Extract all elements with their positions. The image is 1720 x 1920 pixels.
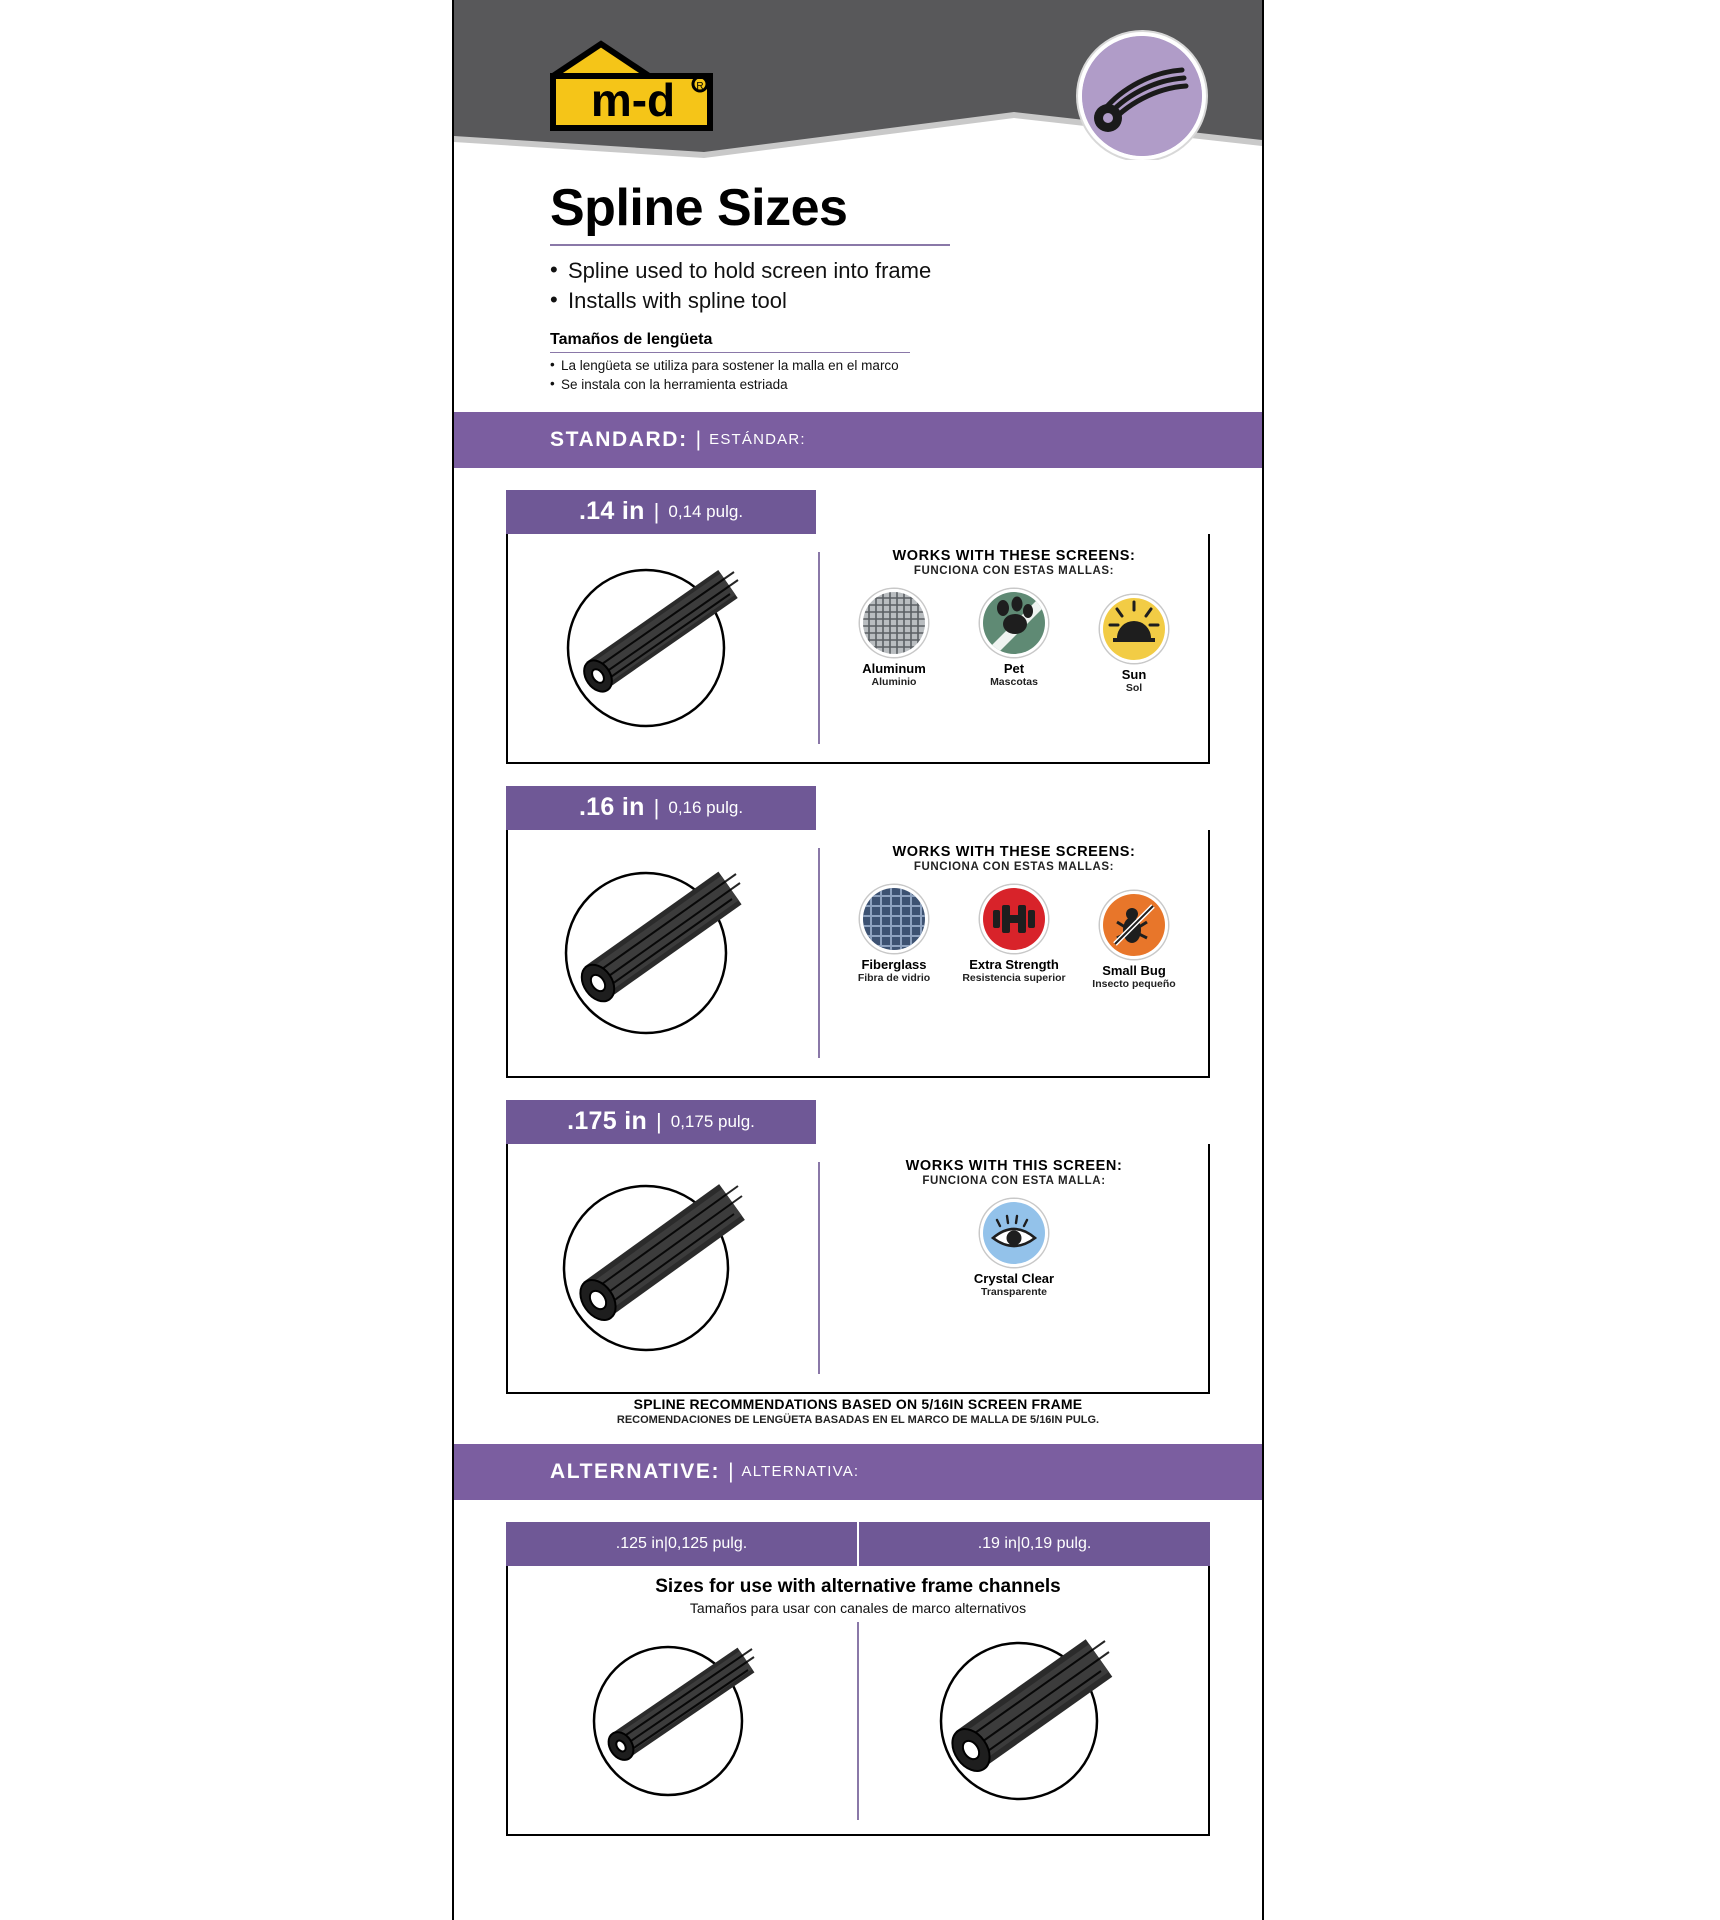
- works-with-title-175: WORKS WITH THIS SCREEN:: [905, 1157, 1123, 1174]
- spline-image-14: [508, 534, 818, 762]
- size-tab-125-value: .125 in: [615, 1534, 664, 1552]
- standard-section-banner: [454, 412, 1262, 468]
- product-badge: [1078, 32, 1206, 160]
- bullet-en-1: • Spline used to hold screen into frame: [550, 256, 1202, 286]
- alternative-caption-es: Tamaños para usar con canales de marco alternativos: [689, 1599, 1027, 1616]
- size-card-175-head: [506, 1100, 1210, 1144]
- dumbbell-glyph: [983, 888, 1045, 950]
- screen-item-fiberglass: [839, 885, 949, 991]
- alternative-spline-images: [508, 1616, 1208, 1834]
- note-es: RECOMENDACIONES DE LENGÜETA BASADAS EN EL MARCO DE MALLA DE 5/16IN PULG.: [616, 1413, 1100, 1426]
- sun-icon: [1100, 595, 1168, 663]
- title-block: [454, 160, 1262, 398]
- screen-item-small-bug: [1079, 891, 1189, 991]
- alternative-body: [506, 1566, 1210, 1836]
- screens-pane-14: [820, 534, 1208, 762]
- size-tab-16-value: .16 in: [578, 793, 645, 822]
- size-tab-125: [506, 1522, 857, 1566]
- bullet-es-1: • La lengüeta se utiliza para sostener la malla en el marco: [550, 357, 1202, 375]
- eye-glyph: [983, 1202, 1045, 1264]
- size-card-16-head-filler: [816, 786, 1210, 830]
- size-tab-16: [506, 786, 816, 830]
- spline-cord-icon: [538, 548, 788, 748]
- size-card-175-body: [506, 1144, 1210, 1394]
- size-card-14-head: [506, 490, 1210, 534]
- screen-name-es-pet: Mascotas: [990, 676, 1038, 689]
- size-tab-175: [506, 1100, 816, 1144]
- works-with-title-16: WORKS WITH THESE SCREENS:: [892, 843, 1136, 860]
- alternative-label-es: ALTERNATIVA:: [741, 1463, 860, 1481]
- alternative-caption-en: Sizes for use with alternative frame channels: [655, 1575, 1061, 1597]
- size-tab-19-value-es: 0,19 pulg.: [1021, 1534, 1092, 1552]
- screens-pane-16: [820, 830, 1208, 1076]
- right-edge-line: [1262, 0, 1264, 1920]
- screen-item-crystal-clear: [959, 1199, 1069, 1299]
- screen-name-fiberglass: Fiberglass: [861, 956, 927, 972]
- screen-name-sun: Sun: [1121, 666, 1147, 682]
- screen-item-extra-strength: [959, 885, 1069, 991]
- screen-name-small-bug: Small Bug: [1102, 962, 1166, 978]
- aluminum-mesh-icon: [860, 589, 928, 657]
- size-tab-175-bar: |: [656, 1108, 662, 1134]
- fiberglass-mesh-glyph: [863, 888, 925, 950]
- eye-icon: [980, 1199, 1048, 1267]
- screens-pane-175: [820, 1144, 1208, 1392]
- alternative-label-en: ALTERNATIVE:: [550, 1459, 721, 1483]
- size-tab-19-value: .19 in: [977, 1534, 1017, 1552]
- spline-cord-icon: [538, 848, 788, 1058]
- size-card-16: [506, 786, 1210, 1078]
- feature-bullets-en: [550, 256, 1202, 315]
- screen-icons-14: [830, 589, 1198, 695]
- size-tab-14-value: .14 in: [578, 497, 645, 526]
- size-tab-16-bar: |: [653, 794, 660, 820]
- alternative-separator: |: [728, 1459, 734, 1483]
- feature-bullets-es: [550, 357, 1202, 393]
- size-tab-19: [857, 1522, 1210, 1566]
- bullet-en-2: • Installs with spline tool: [550, 286, 1202, 316]
- size-tab-16-value-es: 0,16 pulg.: [668, 797, 744, 817]
- screen-name-es-sun: Sol: [1125, 682, 1143, 695]
- spanish-divider: [550, 352, 910, 353]
- works-with-title-14: WORKS WITH THESE SCREENS:: [892, 547, 1136, 564]
- md-logo: [549, 40, 714, 132]
- alternative-tabs: [506, 1522, 1210, 1566]
- spline-recommendation-note: [506, 1396, 1210, 1426]
- spline-coil-icon: [1082, 36, 1202, 156]
- page-title: Spline Sizes: [550, 179, 848, 237]
- screen-name-crystal-clear: Crystal Clear: [973, 1270, 1055, 1286]
- screen-name-pet: Pet: [1003, 660, 1025, 676]
- works-with-title-es-175: FUNCIONA CON ESTA MALLA:: [922, 1174, 1106, 1187]
- size-tab-125-bar: |: [663, 1534, 668, 1552]
- spanish-heading: Tamaños de lengüeta: [550, 331, 713, 349]
- size-tab-175-value: .175 in: [567, 1107, 648, 1136]
- spline-cord-icon: [558, 1626, 808, 1816]
- spline-image-125: [508, 1616, 857, 1834]
- bullet-es-2: • Se instala con la herramienta estriada: [550, 376, 1202, 394]
- size-tab-14-value-es: 0,14 pulg.: [668, 501, 744, 521]
- svg-text:m-d: m-d: [590, 74, 676, 126]
- size-card-175: [506, 1100, 1210, 1394]
- alternative-cards: [454, 1500, 1262, 1836]
- standard-separator: |: [695, 427, 702, 451]
- works-with-title-es-14: FUNCIONA CON ESTAS MALLAS:: [913, 564, 1115, 577]
- size-card-175-head-filler: [816, 1100, 1210, 1144]
- alternative-section-banner: [454, 1444, 1262, 1500]
- size-card-14: [506, 490, 1210, 764]
- screen-name-es-small-bug: Insecto pequeño: [1092, 978, 1176, 991]
- spline-image-19: [859, 1616, 1208, 1834]
- spline-cord-icon: [909, 1626, 1159, 1816]
- spline-image-175: [508, 1144, 818, 1392]
- screen-item-pet: [959, 589, 1069, 695]
- size-card-16-head: [506, 786, 1210, 830]
- size-tab-19-bar: |: [1016, 1534, 1021, 1552]
- size-tab-14-bar: |: [653, 498, 660, 524]
- title-divider: [550, 244, 950, 246]
- spline-cord-icon: [538, 1160, 788, 1375]
- screen-name-es-aluminum: Aluminio: [871, 676, 917, 689]
- size-tab-125-value-es: 0,125 pulg.: [668, 1534, 748, 1552]
- standard-label-es: ESTÁNDAR:: [709, 431, 806, 449]
- no-bug-glyph: [1103, 894, 1165, 956]
- aluminum-mesh-glyph: [863, 592, 925, 654]
- screen-icons-16: [830, 885, 1198, 991]
- house-logo-icon: [549, 40, 714, 132]
- screen-name-extra-strength: Extra Strength: [969, 956, 1059, 972]
- sun-glyph: [1103, 598, 1165, 660]
- size-card-16-body: [506, 830, 1210, 1078]
- no-bug-icon: [1100, 891, 1168, 959]
- spline-image-16: [508, 830, 818, 1076]
- label-panel: [454, 0, 1262, 1920]
- screen-name-aluminum: Aluminum: [862, 660, 926, 676]
- svg-text:R: R: [696, 81, 704, 92]
- note-en: SPLINE RECOMMENDATIONS BASED ON 5/16IN SCREEN FRAME: [633, 1395, 1083, 1412]
- header: [454, 0, 1262, 160]
- dumbbell-icon: [980, 885, 1048, 953]
- pet-paw-glyph: [983, 592, 1045, 654]
- size-tab-175-value-es: 0,175 pulg.: [670, 1111, 755, 1131]
- works-with-title-es-16: FUNCIONA CON ESTAS MALLAS:: [913, 860, 1115, 873]
- size-card-14-head-filler: [816, 490, 1210, 534]
- screen-name-es-extra-strength: Resistencia superior: [962, 972, 1066, 985]
- size-tab-14: [506, 490, 816, 534]
- standard-cards: [454, 468, 1262, 1426]
- screen-name-es-crystal-clear: Transparente: [981, 1286, 1047, 1299]
- size-card-14-body: [506, 534, 1210, 764]
- pet-paw-icon: [980, 589, 1048, 657]
- standard-label-en: STANDARD:: [550, 427, 688, 451]
- screen-name-es-fiberglass: Fibra de vidrio: [857, 972, 931, 985]
- screen-item-aluminum: [839, 589, 949, 695]
- screen-icons-175: [830, 1199, 1198, 1299]
- fiberglass-mesh-icon: [860, 885, 928, 953]
- screen-item-sun: [1079, 595, 1189, 695]
